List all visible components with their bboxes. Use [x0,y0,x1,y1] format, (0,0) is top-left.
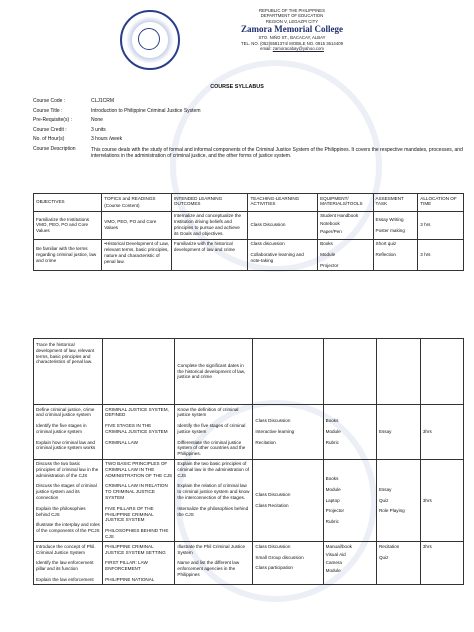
cell-outcomes [175,405,253,460]
table-row [34,542,464,585]
cell-assessment: Essay [376,405,420,460]
info-row-hours [33,135,463,145]
equipment-item: Notebook [320,221,340,227]
cell-outcomes: Complete the significant dates in the historical development of law, justice and crime [175,339,253,405]
region-line: REGION V, LEGAZPI CITY [265,18,319,24]
cell-activities [248,239,318,270]
topic-item: CRIMINAL JUSTICE SYSTEM, DEFINED [105,406,169,418]
cell-topics [103,542,175,585]
cell-assessment [376,339,420,405]
header-activities: TEACHING-LEARNING ACTIVITIES [248,194,318,212]
activity-item: Class Discussion [255,492,291,498]
table-row [34,405,464,460]
equipment-item: Module [325,486,341,492]
outcome-item: Illustrate the Phil Criminal Justice System [177,543,246,555]
objective-item: Define criminal justice, crime and criminal justice system [36,406,95,418]
equipment-item: Rubric [325,519,339,525]
cell-outcomes [175,459,253,542]
table-row [34,459,464,542]
equipment-item: Books [320,241,333,247]
equipment-item: Module [320,252,336,258]
letterhead [0,6,474,72]
topic-item: CRIMINAL LAW [105,439,139,445]
cell-equipment [323,542,376,585]
assessment-item: Reflection [375,252,396,258]
header-allocation: ALLOCATION OF TIME [418,194,464,212]
assessment-item: Quiz [378,554,389,560]
info-label: No. of Hour(s) [33,136,65,143]
college-name: Zamora Memorial College [241,24,343,35]
objective-item: Explain the law enforcement [36,577,94,583]
objective-item: Discuss the stages of criminal justice system and its connection [36,483,97,501]
topic-item: PHILIPPINE CRIMINAL JUSTICE SYSTEM SETTING [105,543,166,555]
table-header-row [34,194,464,212]
telephone-line: TEL. NO. (052)5581374/ MOBILE NO. 0915 3614409 [241,40,343,46]
equipment-item: Camera [325,559,342,565]
email-line [182,46,402,51]
header-topics-label: TOPICS and READINGS [104,195,156,201]
info-row-prereq [33,116,463,126]
outcome-item: Know the definition of criminal justice system [177,406,239,418]
cell-activities: Class Discussion [248,211,318,239]
outcome-item: Internalize the philosophies behind the CJS [177,505,249,517]
topic-item: PHILIPPINE NATIONAL [105,577,155,583]
objective-item: Identify the five stages in criminal justice system [36,423,87,434]
objective-item: Identify the law enforcement pillar and its function [36,560,94,572]
cell-topics: •Historical Development of Law, relevant terms, basic principles, nature and characteristic of penal law. [102,239,172,270]
equipment-item: Laptop [325,497,340,503]
cell-activities [253,459,323,542]
assessment-item: Essay [378,486,392,492]
info-row-credit [33,126,463,136]
cell-allocation: 3 hrs [418,239,464,270]
table-row [34,211,464,239]
topic-item: FIRST PILLAR: LAW ENFORCEMENT [105,560,148,572]
table-row [34,339,464,405]
cell-objectives: Trace the historical development of law, relevant terms, basic principles and characteristics of penal law. [34,339,103,405]
cell-topics [103,339,175,405]
equipment-item: Books [325,418,339,424]
topic-item: TWO BASIC PRINCIPLES OF CRIMINAL LAW IN THE ADMINISTRATION OF THE CJS [105,461,173,478]
info-value: 3 hours /week [91,136,123,143]
topic-item: FIVE PILLARS OF THE PHILIPPINE CRIMINAL JUSTICE SYSTEM [105,505,154,523]
cell-topics: VMO, PEO, PO and Core Values [102,211,172,239]
topic-item: CRIMINAL LAW IN RELATION TO CRIMINAL JUSTICE SYSTEM [105,483,168,501]
outcome-item: Explain the two basic principles of criminal law in the administration of CJS [177,461,249,478]
cell-allocation [420,339,463,405]
cell-equipment [318,239,373,270]
cell-assessment [376,542,420,585]
cell-activities [253,405,323,460]
syllabus-table-1 [33,193,464,271]
equipment-item: Paper/Pen [320,229,342,235]
info-label: Course Title : [33,107,63,114]
topic-item: PHILOSOPHIES BEHIND THE CJS [105,528,169,540]
page-title: COURSE SYLLABUS [210,84,264,90]
info-label: Course Credit : [33,126,67,133]
outcome-item: Name and list the different law enforcement agencies in the Philippines [177,560,240,578]
email-label: email: [260,46,272,52]
cell-outcomes [175,542,253,585]
cell-assessment [376,459,420,542]
activity-item: Interactive learning [255,428,295,434]
objective-item: Explain how criminal law and criminal justice system works [36,439,96,451]
equipment-item: Rubric [325,439,339,445]
header-assessment: ASSESMENT TASK [373,194,418,212]
info-label: Course Code : [33,98,66,104]
email-link[interactable]: zamoracabay@yahoo.com [272,46,324,52]
header-objectives: OBJECTIVES [34,194,102,212]
cell-activities [253,542,323,585]
info-row-code [33,97,463,107]
objective-item: Discuss the two basic principles of criminal law in the administration of the CJS [36,461,99,478]
cell-equipment [323,459,376,542]
cell-objectives [34,405,103,460]
info-value: Introduction to Philippine Criminal Justice System [91,107,201,114]
address-line: STO. NIÑO ST., BACACAY, ALBAY [258,35,326,41]
assessment-item: Recitation [378,543,400,549]
cell-equipment [318,211,373,239]
cell-topics [103,405,175,460]
objective-item: Explain the philosophies behind CJS [36,505,86,517]
equipment-item: Module [325,428,341,434]
activity-item: Recitation [255,439,276,445]
cell-assessment [373,239,418,270]
activity-item: Class discussion [250,241,285,247]
cell-objectives [34,542,103,585]
cell-allocation: 3hrs [420,405,463,460]
info-row-title [33,107,463,117]
outcome-item: Differentiate the criminal justice system of other countries and the Philippines. [177,439,246,457]
syllabus-table-2 [33,338,464,585]
activity-item: Collaborative learning and note-taking [250,252,304,263]
cell-allocation: 3hrs [420,542,463,585]
college-seal-icon [120,10,180,70]
header-equipment: EQUIPMENT/ MATERIALS/TOOLS [318,194,373,212]
activity-item: Class participation [255,565,293,571]
cell-activities [253,339,323,405]
equipment-item: Projector [320,262,339,268]
equipment-item: Manual/book [325,543,352,549]
cell-objectives [34,459,103,542]
assessment-item: Poster making [375,227,405,233]
outcome-item: Identify the five stages of criminal justice system [177,423,246,434]
equipment-item: Visual Aid [325,551,346,557]
department-line: DEPARTMENT OF EDUCATION [260,13,324,19]
equipment-item: Module [325,567,341,573]
activity-item: Class Discussion [255,418,291,424]
equipment-item: Books [325,475,339,481]
info-value: 3 units [91,126,106,133]
cell-allocation: 3 hrs [418,211,464,239]
info-value: None [91,117,103,124]
info-label: Pre-Requisite(s) : [33,117,72,124]
activity-item: Small Group discussion [255,554,304,560]
table-row [34,239,464,270]
objective-item: Introduce the concept of Phil. Criminal Justice System [36,543,96,555]
cell-allocation: 3hrs [420,459,463,542]
assessment-item: Quiz [378,497,389,503]
cell-equipment [323,339,376,405]
letterhead-text [182,8,402,51]
activity-item: Class Recitation [255,502,289,508]
cell-equipment [323,405,376,460]
cell-outcomes: Familiarize with the historical development of law and crime [171,239,248,270]
assessment-item: Role Playing [378,508,405,514]
header-outcomes: INTENDED LEARNING OUTCOMES [171,194,248,212]
course-info [33,97,463,160]
header-topics [102,194,172,212]
cell-assessment [373,211,418,239]
equipment-item: Projector [325,508,345,514]
topic-item: FIVE STAGES IN THE CRIMINAL JUSTICE SYSTEM [105,423,168,434]
republic-line: REPUBLIC OF THE PHILIPPINES [258,8,326,13]
cell-objectives: Be familiar with the terms regarding criminal justice, law and crime [34,239,102,270]
assessment-item: Essay Writing [375,216,404,222]
info-value: CLJ1CRM [91,98,115,104]
header-topics-sub: (Course Content) [104,203,140,209]
activity-item: Class Discussion [255,543,291,549]
cell-objectives: Familiarize the Institutions VMO, PEO, PO and Core Values [34,211,102,239]
assessment-item: Short quiz [375,241,397,247]
outcome-item: Explain the relation of criminal law to criminal justice system and know the interconnection of the stages. [177,483,250,501]
course-description: This course deals with the study of formal and informal components of the Criminal Justice System of the Philippines. It covers the respective mandates, processes, and interrelations in the administration of criminal justice, and the other forms of justice system. [91,146,463,160]
equipment-item: Student Handbook [320,213,359,219]
objective-item: Illustrate the interplay and roles of the components of the PCJS [36,522,100,534]
cell-outcomes: Internalize and conceptualize the Institution driving beliefs and principles to pursue and achieve its Goals and objectives. [171,211,248,239]
cell-topics [103,459,175,542]
info-row-description [33,145,463,160]
description-label: Course Description [33,145,76,152]
